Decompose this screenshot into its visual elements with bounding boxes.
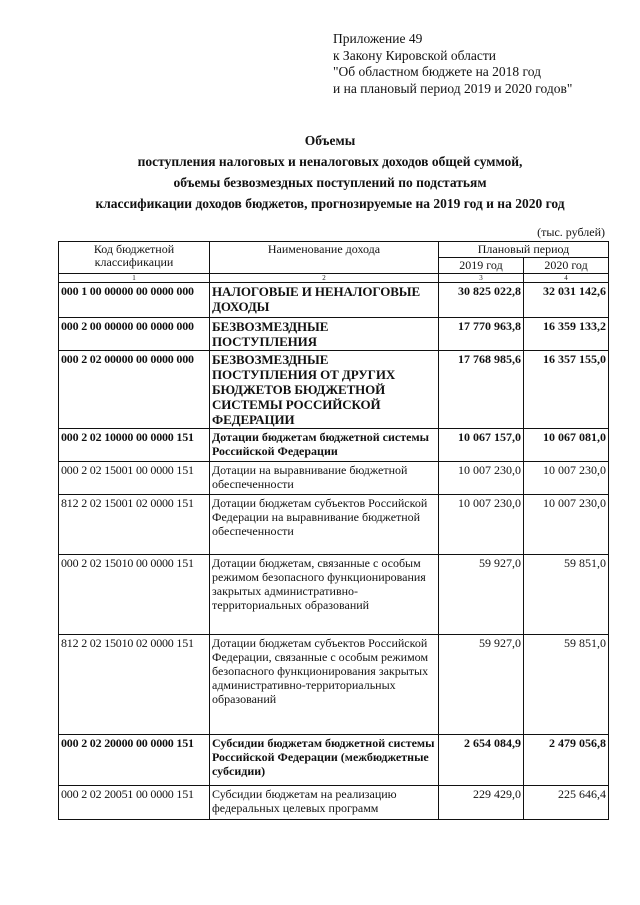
column-number: 3 — [439, 274, 524, 283]
value-2020-cell: 16 359 133,2 — [524, 318, 609, 351]
header-2019: 2019 год — [439, 258, 524, 274]
value-2019-cell: 30 825 022,8 — [439, 283, 524, 318]
budget-code-cell: 000 2 02 15010 00 0000 151 — [59, 555, 210, 635]
value-2020-cell: 10 007 230,0 — [524, 495, 609, 555]
title-line: классификации доходов бюджетов, прогнозируемые на 2019 год и на 2020 год — [95, 196, 565, 211]
value-2020-cell: 59 851,0 — [524, 555, 609, 635]
table-row — [59, 351, 609, 429]
budget-code-cell: 000 1 00 00000 00 0000 000 — [59, 283, 210, 318]
income-name-cell: Дотации бюджетам, связанные с особым режимом безопасного функционирования закрытых административно-территориальных образований — [210, 555, 439, 635]
header-period: Плановый период — [439, 242, 609, 258]
budget-code-cell: 812 2 02 15010 02 0000 151 — [59, 635, 210, 735]
title-line: Объемы — [304, 133, 356, 148]
appendix-header — [333, 31, 572, 97]
budget-code-cell: 000 2 02 15001 00 0000 151 — [59, 462, 210, 495]
table-row — [59, 735, 609, 786]
table-row — [59, 429, 609, 462]
income-name-cell: БЕЗВОЗМЕЗДНЫЕ ПОСТУПЛЕНИЯ — [210, 318, 439, 351]
budget-code-cell: 000 2 02 20051 00 0000 151 — [59, 786, 210, 820]
document-title — [40, 130, 620, 214]
value-2019-cell: 2 654 084,9 — [439, 735, 524, 786]
income-name-cell: Дотации на выравнивание бюджетной обеспеченности — [210, 462, 439, 495]
value-2020-cell: 10 067 081,0 — [524, 429, 609, 462]
table-body — [59, 283, 609, 820]
budget-code-cell: 000 2 02 00000 00 0000 000 — [59, 351, 210, 429]
table-row — [59, 786, 609, 820]
income-name-cell: Дотации бюджетам бюджетной системы Российской Федерации — [210, 429, 439, 462]
budget-code-cell: 000 2 02 10000 00 0000 151 — [59, 429, 210, 462]
income-name-cell: Дотации бюджетам субъектов Российской Федерации, связанные с особым режимом безопасного функционирования закрытых административно-территориальных образований — [210, 635, 439, 735]
header-code: Код бюджетной классификации — [59, 242, 210, 274]
value-2020-cell: 32 031 142,6 — [524, 283, 609, 318]
appendix-line: к Закону Кировской области — [333, 47, 497, 63]
column-number: 2 — [210, 274, 439, 283]
table-row — [59, 283, 609, 318]
table-row — [59, 318, 609, 351]
units-label: (тыс. рублей) — [537, 225, 605, 239]
value-2020-cell: 16 357 155,0 — [524, 351, 609, 429]
income-name-cell: Субсидии бюджетам бюджетной системы Российской Федерации (межбюджетные субсидии) — [210, 735, 439, 786]
value-2019-cell: 59 927,0 — [439, 635, 524, 735]
income-name-cell: Дотации бюджетам субъектов Российской Федерации на выравнивание бюджетной обеспеченности — [210, 495, 439, 555]
income-name-cell: Субсидии бюджетам на реализацию федеральных целевых программ — [210, 786, 439, 820]
budget-code-cell: 812 2 02 15001 02 0000 151 — [59, 495, 210, 555]
budget-code-cell: 000 2 00 00000 00 0000 000 — [59, 318, 210, 351]
value-2020-cell: 59 851,0 — [524, 635, 609, 735]
value-2019-cell: 17 768 985,6 — [439, 351, 524, 429]
appendix-line: Приложение 49 — [333, 31, 423, 46]
income-name-cell: БЕЗВОЗМЕЗДНЫЕ ПОСТУПЛЕНИЯ ОТ ДРУГИХ БЮДЖЕТОВ БЮДЖЕТНОЙ СИСТЕМЫ РОССИЙСКОЙ ФЕДЕРАЦИИ — [210, 351, 439, 429]
title-line: объемы безвозмездных поступлений по подстатьям — [173, 175, 487, 190]
table-row — [59, 635, 609, 735]
table-row — [59, 555, 609, 635]
budget-code-cell: 000 2 02 20000 00 0000 151 — [59, 735, 210, 786]
column-number: 4 — [524, 274, 609, 283]
value-2019-cell: 10 007 230,0 — [439, 462, 524, 495]
revenue-table — [58, 241, 609, 820]
income-name-cell: НАЛОГОВЫЕ И НЕНАЛОГОВЫЕ ДОХОДЫ — [210, 283, 439, 318]
value-2020-cell: 2 479 056,8 — [524, 735, 609, 786]
title-line: поступления налоговых и неналоговых доходов общей суммой, — [137, 154, 523, 169]
header-name: Наименование дохода — [210, 242, 439, 274]
value-2019-cell: 10 007 230,0 — [439, 495, 524, 555]
table-row — [59, 495, 609, 555]
value-2020-cell: 10 007 230,0 — [524, 462, 609, 495]
column-number: 1 — [59, 274, 210, 283]
value-2019-cell: 10 067 157,0 — [439, 429, 524, 462]
header-2020: 2020 год — [524, 258, 609, 274]
appendix-line: и на плановый период 2019 и 2020 годов" — [333, 80, 573, 96]
value-2019-cell: 229 429,0 — [439, 786, 524, 820]
table-row — [59, 462, 609, 495]
value-2020-cell: 225 646,4 — [524, 786, 609, 820]
value-2019-cell: 17 770 963,8 — [439, 318, 524, 351]
appendix-line: "Об областном бюджете на 2018 год — [333, 64, 541, 79]
value-2019-cell: 59 927,0 — [439, 555, 524, 635]
